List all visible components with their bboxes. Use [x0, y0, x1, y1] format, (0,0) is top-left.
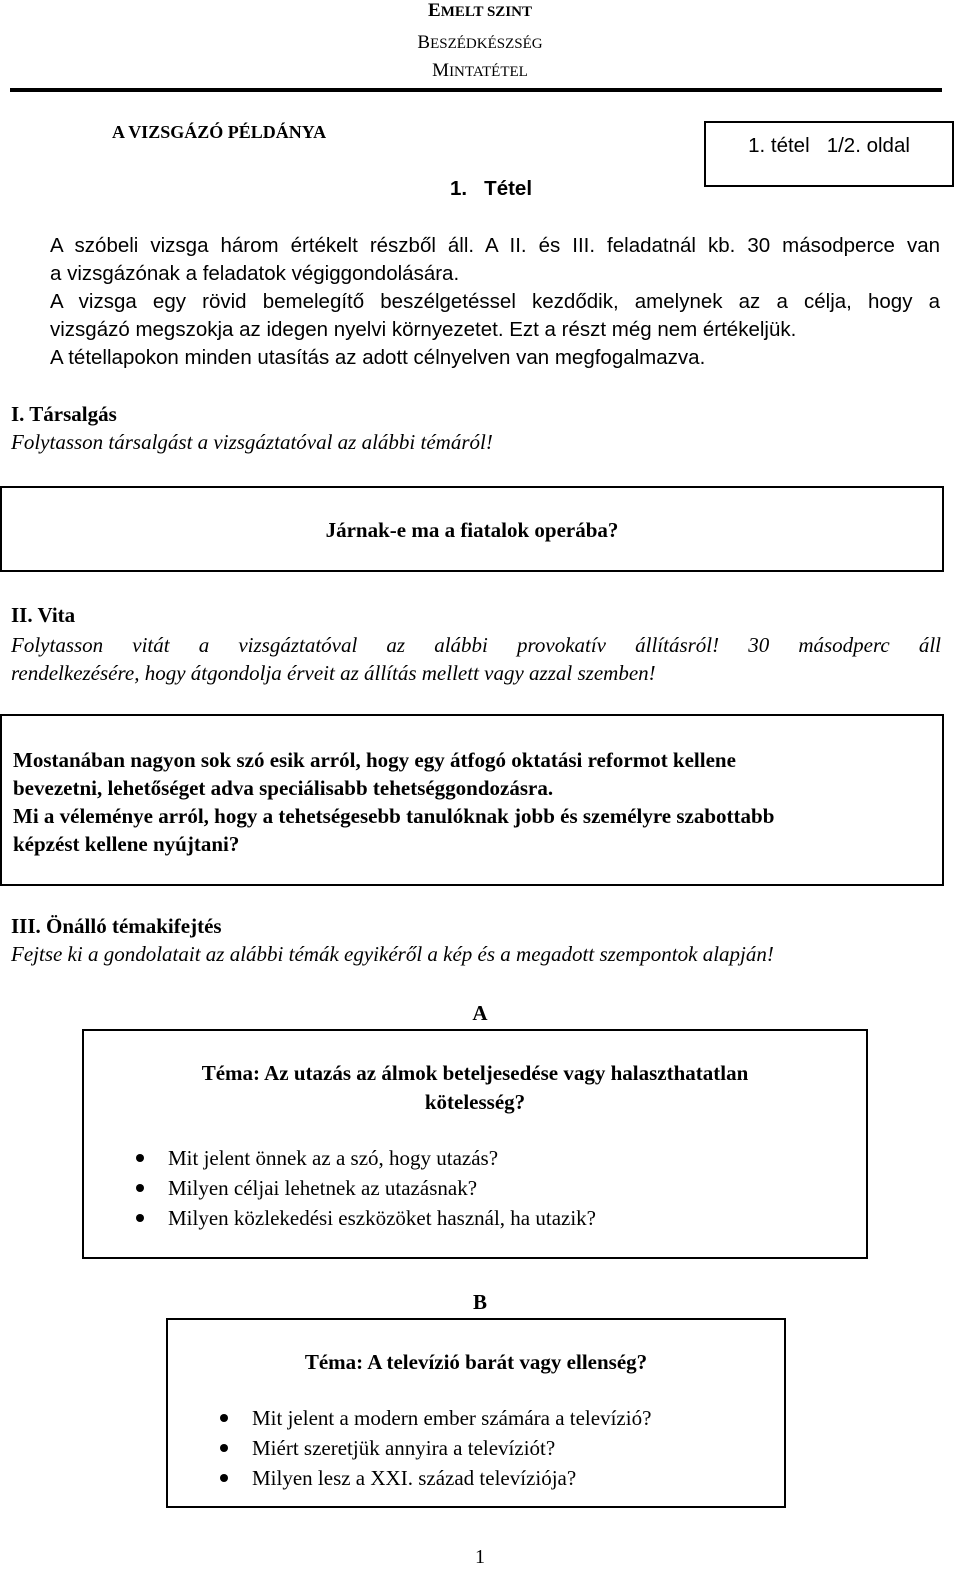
header-rule [10, 88, 942, 92]
page-number: 1 [475, 1546, 485, 1568]
section-3-heading: III. Önálló témakifejtés [11, 914, 222, 938]
option-b-bullets [252, 1403, 784, 1493]
option-b-topic: Téma: A televízió barát vagy ellenség? [304, 1350, 648, 1374]
intro-line-4: vizsgázó megszokja az idegen nyelvi környezetet. Ezt a részt még nem értékeljük. [50, 318, 797, 341]
list-item: Milyen lesz a XXI. század televíziója? [252, 1463, 784, 1493]
option-a-bullets [168, 1143, 866, 1233]
list-item: Milyen közlekedési eszközöket használ, ha utazik? [168, 1203, 866, 1233]
section-1-topic-box [0, 486, 944, 572]
page-ref: 1. tétel 1/2. oldal [748, 134, 910, 157]
intro-line-2: a vizsgázónak a feladatok végiggondolására. [50, 262, 460, 285]
item-title: 1. Tétel [450, 177, 533, 200]
intro-line-1: A szóbeli vizsga három értékelt részből áll. A II. és III. feladatnál kb. 30 másodperce van [50, 234, 940, 257]
header-type: MINTATÉTEL [432, 60, 528, 81]
intro-line-5: A tétellapokon minden utasítás az adott célnyelven van megfogalmazva. [50, 346, 706, 369]
section-2-heading: II. Vita [11, 603, 76, 627]
statement-line-4: képzést kellene nyújtani? [13, 832, 240, 856]
list-item: Mit jelent a modern ember számára a televízió? [252, 1403, 784, 1433]
option-a-letter: A [472, 1001, 488, 1025]
option-b-box [166, 1318, 786, 1508]
copy-label: A VIZSGÁZÓ PÉLDÁNYA [112, 122, 327, 142]
section-1-heading: I. Társalgás [11, 402, 117, 426]
header-subject: BESZÉDKÉSZSÉG [417, 32, 543, 53]
statement-line-3: Mi a véleménye arról, hogy a tehetségesebb tanulóknak jobb és személyre szabottabb [13, 804, 775, 828]
option-a-box [82, 1029, 868, 1259]
section-2-statement-box [0, 714, 944, 886]
header-level: EMELT SZINT [428, 0, 532, 21]
section-1-instruction: Folytasson társalgást a vizsgáztatóval az alábbi témáról! [11, 430, 493, 454]
list-item: Milyen céljai lehetnek az utazásnak? [168, 1173, 866, 1203]
list-item: Mit jelent önnek az a szó, hogy utazás? [168, 1143, 866, 1173]
option-a-topic [84, 1059, 866, 1117]
option-a-topic-line-2: kötelesség? [424, 1090, 526, 1114]
section-2-instruction [11, 631, 941, 687]
page-ref-box [704, 121, 954, 187]
option-b-letter: B [472, 1290, 487, 1314]
section-2-statement [13, 746, 942, 858]
intro-line-3: A vizsga egy rövid bemelegítő beszélgetéssel kezdődik, amelynek az a célja, hogy a [50, 290, 940, 313]
statement-line-1: Mostanában nagyon sok szó esik arról, hogy egy átfogó oktatási reformot kellene [13, 748, 736, 772]
section-2-instruction-line-1: Folytasson vitát a vizsgáztatóval az alábbi provokatív állításról! 30 másodperc áll [11, 633, 941, 657]
intro-paragraph [50, 232, 940, 372]
section-3-instruction: Fejtse ki a gondolatait az alábbi témák egyikéről a kép és a megadott szempontok alapján! [11, 942, 774, 966]
section-1-topic: Járnak-e ma a fiatalok operába? [325, 518, 619, 542]
list-item: Miért szeretjük annyira a televíziót? [252, 1433, 784, 1463]
section-2-instruction-line-2: rendelkezésére, hogy átgondolja érveit az állítás mellett vagy azzal szemben! [11, 661, 656, 685]
statement-line-2: bevezetni, lehetőséget adva speciálisabb tehetséggondozásra. [13, 776, 554, 800]
option-a-topic-line-1: Téma: Az utazás az álmok beteljesedése vagy halaszthatatlan [201, 1061, 749, 1085]
